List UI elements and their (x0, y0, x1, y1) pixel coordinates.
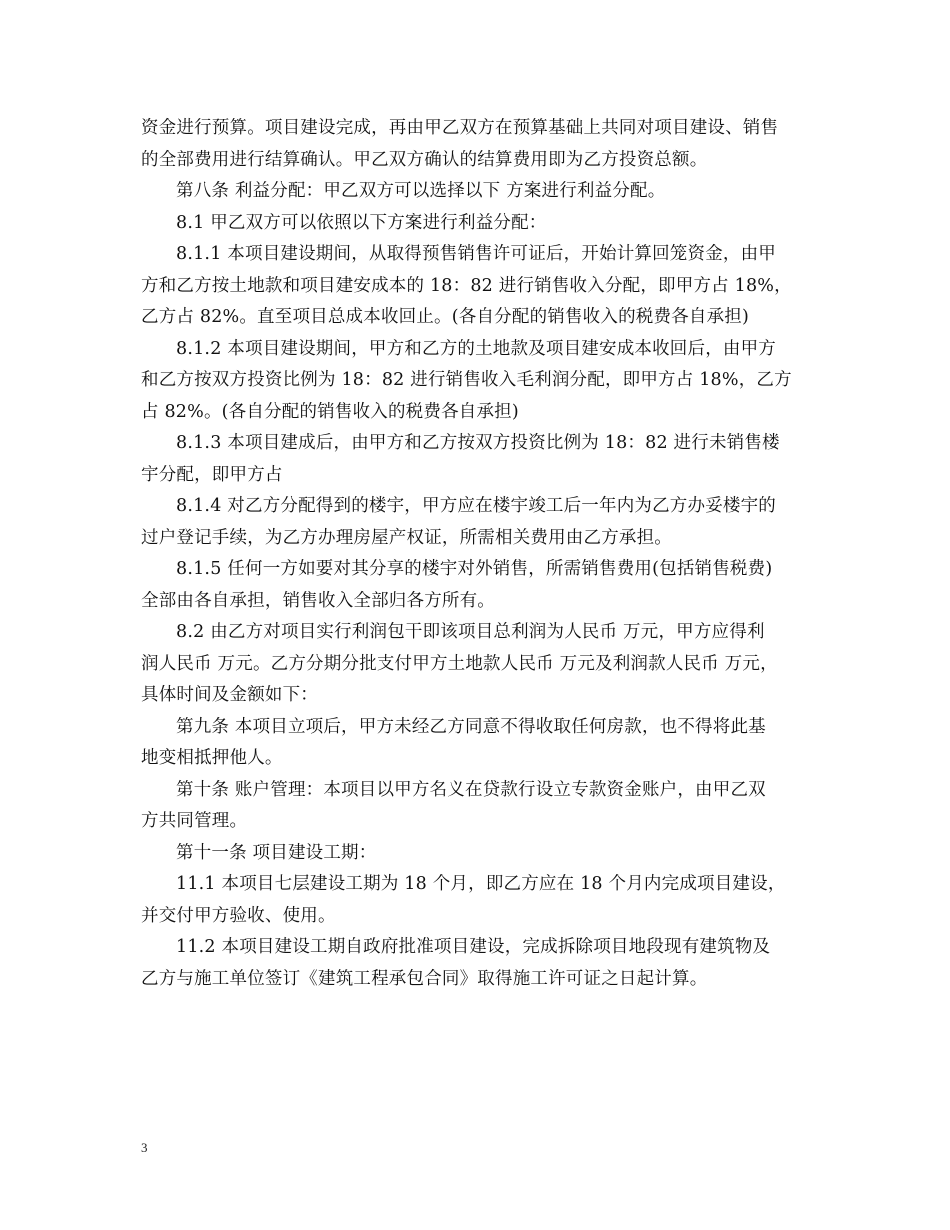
text-line: 乙方与施工单位签订《建筑工程承包合同》取得施工许可证之日起计算。 (141, 968, 708, 989)
text-line: 第九条 本项目立项后，甲方未经乙方同意不得收取任何房款，也不得将此基 (176, 716, 766, 737)
text-line: 8.1.5 任何一方如要对其分享的楼宇对外销售，所需销售费用(包括销售税费) (176, 559, 773, 579)
text-line: 润人民币 万元。乙方分期分批支付甲方土地款人民币 万元及利润款人民币 万元， (141, 653, 778, 674)
text-line: 8.1.1 本项目建设期间，从取得预售销售许可证后，开始计算回笼资金，由甲 (176, 244, 776, 264)
text-line: 第八条 利益分配：甲乙双方可以选择以下 方案进行利益分配。 (176, 181, 666, 201)
text-line: 8.2 由乙方对项目实行利润包干即该项目总利润为人民币 万元，甲方应得利 (176, 622, 765, 642)
text-line: 乙方占 82%。直至项目总成本收回止。(各自分配的销售收入的税费各自承担) (141, 307, 750, 327)
text-line: 11.2 本项目建设工期自政府批准项目建设，完成拆除项目地段现有建筑物及 (176, 937, 771, 957)
text-line: 11.1 本项目七层建设工期为 18 个月，即乙方应在 18 个月内完成项目建设， (176, 874, 786, 894)
text-line: 全部由各自承担，销售收入全部归各方所有。 (141, 590, 495, 611)
text-line: 的全部费用进行结算确认。甲乙双方确认的结算费用即为乙方投资总额。 (141, 149, 708, 170)
text-line: 方共同管理。 (141, 811, 248, 831)
page-number: 3 (141, 1140, 148, 1155)
text-line: 并交付甲方验收、使用。 (141, 905, 336, 926)
text-line: 8.1 甲乙双方可以依照以下方案进行利益分配： (176, 212, 547, 233)
text-line: 8.1.2 本项目建设期间，甲方和乙方的土地款及项目建安成本收回后，由甲方 (176, 338, 776, 359)
document-body (141, 113, 831, 995)
text-line: 和乙方按双方投资比例为 18：82 进行销售收入毛利润分配，即甲方占 18%，乙方 (141, 370, 792, 390)
text-line: 方和乙方按土地款和项目建安成本的 18：82 进行销售收入分配，即甲方占 18%， (141, 275, 792, 296)
text-line: 8.1.3 本项目建成后，由甲方和乙方按双方投资比例为 18：82 进行未销售楼 (176, 433, 780, 453)
text-line: 过户登记手续，为乙方办理房屋产权证，所需相关费用由乙方承担。 (141, 527, 672, 548)
text-line: 地变相抵押他人。 (141, 748, 283, 768)
text-line: 宇分配，即甲方占 (141, 464, 283, 485)
text-line: 第十一条 项目建设工期： (176, 842, 377, 863)
text-line: 具体时间及金额如下： (141, 685, 318, 705)
text-line: 8.1.4 对乙方分配得到的楼宇，甲方应在楼宇竣工后一年内为乙方办妥楼宇的 (176, 496, 776, 516)
text-line: 第十条 账户管理：本项目以甲方名义在贷款行设立专款资金账户，由甲乙双 (176, 779, 766, 800)
text-line: 占 82%。(各自分配的销售收入的税费各自承担) (141, 401, 519, 422)
text-line: 资金进行预算。项目建设完成，再由甲乙双方在预算基础上共同对项目建设、销售 (141, 118, 779, 138)
